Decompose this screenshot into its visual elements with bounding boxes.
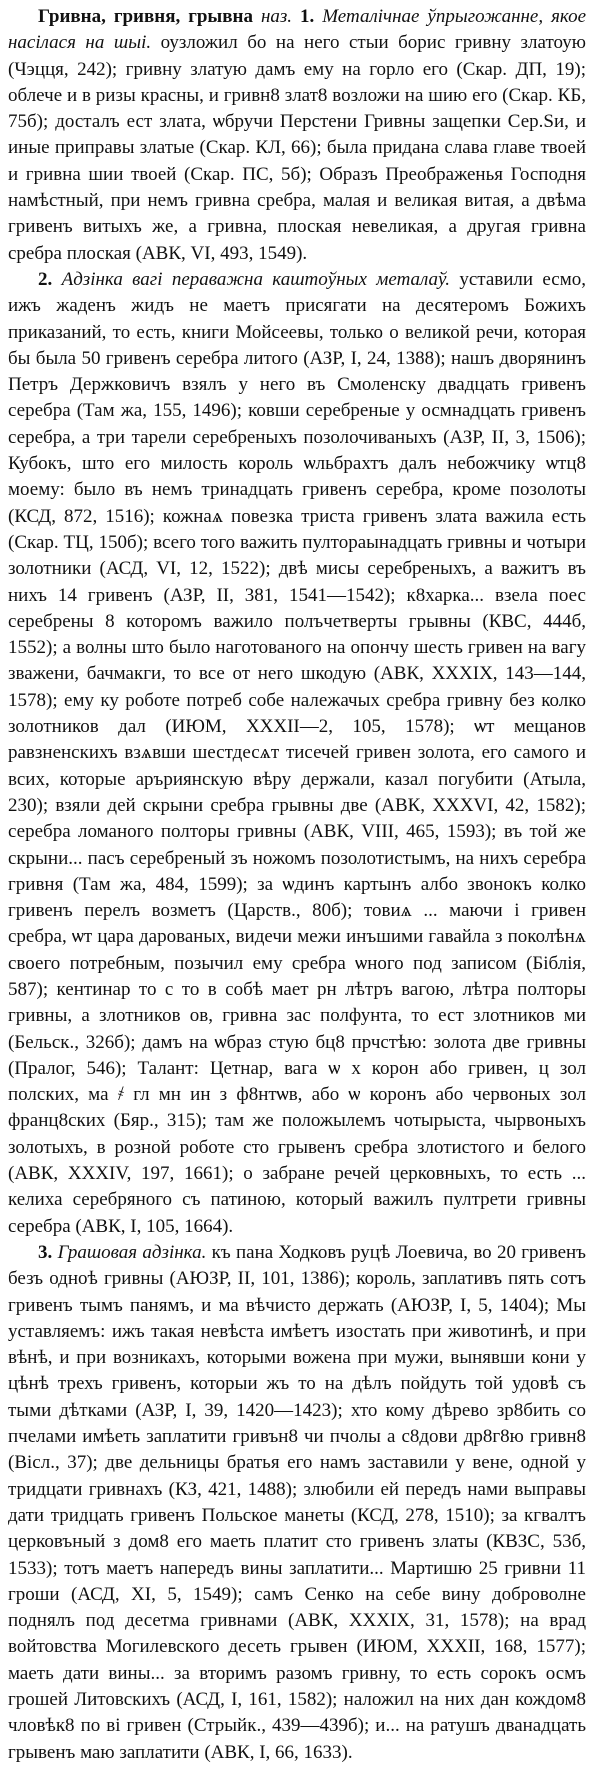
part-of-speech: наз.: [260, 6, 293, 27]
sense-number: 3.: [38, 1241, 53, 1263]
sense-citations: уставили есмо, ижъ жаденъ жидъ не маетъ присягати на десятеромъ Божихъ приказаний, то есть, книги Мойсеевы, только о великой речи, которая бы была 50 гривенъ серебра литого (АЗР, I, 24, 1388); нашъ дворянинъ Петръ Держковичъ взялъ у него въ Смоленску двадцать гривенъ серебра (Там жа, 155, 1496); ковши серебреные у осмнадцать гривенъ серебра, а три тарели серебреныхъ позолочиваныхъ (АЗР, II, 3, 1506); Кубокъ, што его милость король ѡльбрахтъ далъ небожчику ѡтц8 моему: было въ немъ тринадцать гривенъ серебра, кроме позолоты (КСД, 872, 1516); кожнаѧ повезка триста гривенъ злата важила есть (Скар. ТЦ, 150б); всего того важить пултораынадцать гривны и чотыри золотники (АСД, VI, 12, 1522); двѣ мисы серебреныхъ, а важитъ въ нихъ 14 гривенъ (АЗР, II, 381, 1541—1542); к8харка... взела поес серебрены 8 которомъ важило полъчетверты грывны (КВС, 444б, 1552); а волны што было наготованого на опончу шесть гривен на вагу зважени, бачмакги, то все от него шкодую (АВК, XXXIX, 143—144, 1578); ему ку роботе потреб собе належачых сребра гривну без колко золотников дал (ИЮМ, XXXII—2, 105, 1578); ѡт мещанов равзненскихъ взѧвши шестдесѧт тисечей гривен золота, его самого и всих, которые аръриянскую вѣру держали, казал погубити (Атыла, 230); взяли дей скрыни сребра грывны две (АВК, XXXVI, 42, 1582); серебра ломаного полторы гривны (АВК, VIII, 465, 1593); въ той же скрыни... пасъ серебреный зъ ножомъ позолотистымъ, на нихъ серебра гривня (Там жа, 484, 1599); за ѡдинъ картынъ албо звонокъ колко гривенъ перелъ возметъ (Царств., 80б); товиѧ ... маючи і гривен сребра, ѡт цара дарованых, видечи межи инъшими гавайла з поколѣнѧ своего потребным, позычил ему сребра ѡного под записом (Біблія, 587); кентинар то с то в собѣ мает рн лѣтръ вагою, лѣтра полторы гривны, а злотников ов, гривна зас полфунта, то ест злотников ми (Бельск., 326б); дамъ на ѡбраз стую бц8 прчстѣю: золота две гривны (Пралог, 546); Талант: Цетнар, вага ѡ х корон або гривен, ц зол полских, ма ҂ гл мн ин з ф8нтѡв, або ѡ коронъ або червоных зол франц8ских (Бяр., 315); там же положылемъ чотырыста, чырвоныхъ золотыхъ, в розной роботе сто грывенъ сребра злотистого и белого (АВК, XXXIV, 197, 1661); о забране речей церковныхъ, то есть ... келиха серебряного съ патиною, который важилъ пултрети гривны серебра (АВК, I, 105, 1664).: [8, 268, 587, 1237]
dictionary-entry-sense-1: [8, 4, 586, 267]
sense-citations: оузложил бо на него стыи борис гривну златоую (Чэцця, 242); гривну златую дамъ ему на горло его (Скар. ДП, 19); облече и в ризы красны, и гривн8 злат8 возложи на шию его (Скар. КБ, 75б); досталъ ест злата, ѡбручи Перстени Гривны защепки Сер.Ѕи, и иные приправы златые (Скар. КЛ, 66); была придана слава главе твоей и гривна шии твоей (Скар. ПС, 5б); Образъ Преображенья Господня намѣстный, при немъ гривна сребра, малая и великая витая, а двѣма гривенъ витыхъ же, а гривна, плоская невеликая, а другая гривна сребра плоская (АВК, VI, 493, 1549).: [8, 32, 586, 264]
entry-headword: Гривна, гривня, грывна: [38, 6, 253, 27]
sense-gloss: Адзінка вагі пераважна каштоўных металаў.: [61, 268, 451, 290]
sense-number: 1.: [300, 6, 315, 27]
sense-gloss: Грашовая адзінка.: [57, 1241, 207, 1263]
sense-number: 2.: [38, 268, 53, 290]
sense-gloss: Металічнае ўпрыгожанне, якое насілася на шыі.: [8, 6, 587, 54]
dictionary-entry-sense-3: [8, 1240, 586, 1766]
dictionary-entry-sense-2: [8, 267, 586, 1240]
sense-citations: къ пана Ходковъ руцѣ Лоевича, во 20 гривенъ безъ одноѣ гривны (АЮЗР, II, 101, 1386); король, заплативъ пять сотъ гривенъ тымъ панямъ, и ма вѣчисто держать (АЮЗР, I, 5, 1404); Мы уставляемъ: ижъ такая невѣста имѣетъ изостать при животинѣ, и при вѣнѣ, и при возникахъ, которыми вожена при мужи, вынявши кони у цѣнѣ трехъ гривенъ, которыи жъ то на дѣлъ пойдуть той удовѣ съ тыми дѣтками (АЗР, I, 39, 1420—1423); хто кому дѣрево зр8бить со пчелами имѣеть заплатити гривън8 чи пчолы а с8дови др8г8ю гривн8 (Вісл., 37); две дельницы братья его намъ заставили у вене, одной у тридцати гривнахъ (КЗ, 421, 1488); злюбили ей передъ нами выправы дати тридцать гривенъ Польское манеты (КСД, 278, 1510); за кгвалтъ церковъный з дом8 его маеть платит сто гривенъ златы (КВЗС, 53б, 1533); тотъ маетъ напередъ вины заплатити... Мартишю 25 гривни 11 гроши (АСД, XI, 5, 1549); самъ Сенко на себе вину доброволне поднялъ под десетма гривнами (АВК, XXXIX, 31, 1578); на врад войтовства Могилевского десеть грывен (ИЮМ, XXXII, 168, 1577); маеть дати вины... за вторимъ разомъ гривну, то есть сорокъ осмъ грошей Литовскихъ (АСД, I, 161, 1582); наложил на них дан кождом8 чловѣк8 по ві гривен (Стрыйк., 439—439б); и... на ратушъ дванадцать грывенъ маю заплатити (АВК, I, 66, 1633).: [8, 1241, 587, 1763]
